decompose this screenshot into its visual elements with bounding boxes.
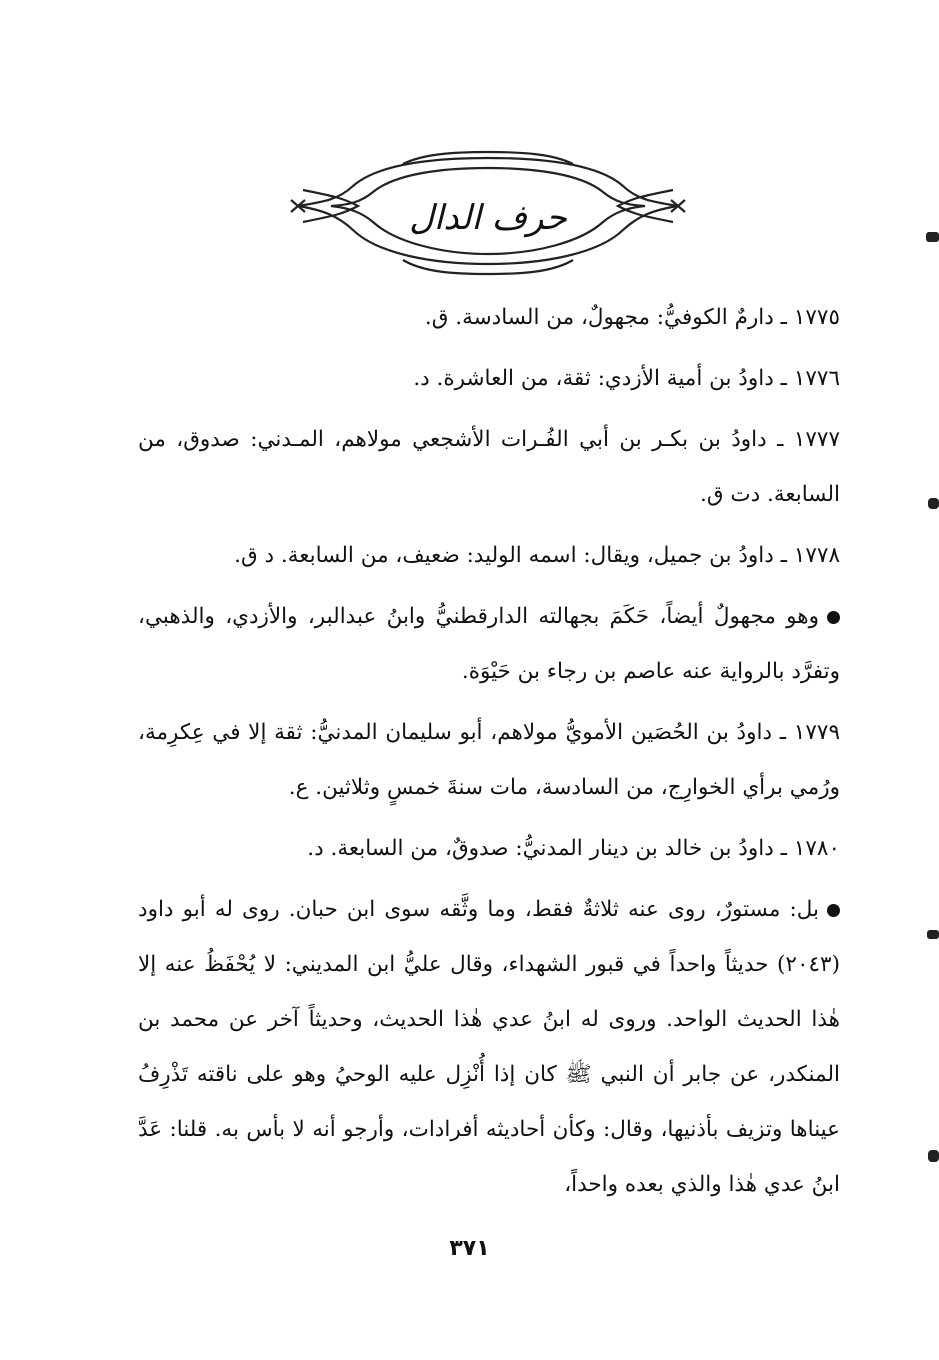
- edge-mark-icon: [928, 498, 939, 509]
- chapter-header-ornament: [283, 150, 693, 280]
- edge-mark-icon: [927, 930, 939, 939]
- page-number: ٣٧١: [449, 1236, 490, 1261]
- entry-1778: ١٧٧٨ ـ داودُ بن جميل، ويقال: اسمه الوليد: ضعيف، من السابعة. د ق.: [234, 543, 840, 568]
- entry-1779: ١٧٧٩ ـ داودُ بن الحُصَين الأمويُّ مولاهم، أبو سليمان المدنيُّ: ثقة إلا في عِكرِمة، ورُمي برأي الخوارِج، من السادسة، مات سنةَ خمسٍ وثلاثين. ع.: [138, 720, 840, 800]
- chapter-title: حرف الدال: [409, 198, 567, 238]
- bullet-dot-icon: [827, 904, 840, 917]
- edge-mark-icon: [928, 1150, 939, 1162]
- edge-mark-icon: [926, 232, 939, 242]
- note-1780: [138, 882, 840, 1212]
- note-text: وهو مجهولٌ أيضاً، حَكَمَ بجهالته الدارقطنيُّ وابنُ عبدالبر، والأزدي، والذهبي، وتفرَّد بالرواية عنه عاصم بن رجاء بن حَيْوَة.: [138, 604, 840, 684]
- entry-1776: ١٧٧٦ ـ داودُ بن أمية الأزدي: ثقة، من العاشرة. د.: [413, 366, 840, 391]
- bullet-dot-icon: [827, 611, 840, 624]
- note-text: بل: مستورٌ، روى عنه ثلاثةٌ فقط، وما وثَّقه سوى ابن حبان. روى له أبو داود (٢٠٤٣) حديثاً واحداً في قبور الشهداء، وقال عليُّ ابن المديني: لا يُحْفَظُ عنه إلا هٰذا الحديث الواحد. وروى له ابنُ عدي هٰذا الحديث، وحديثاً آخر عن محمد بن المنكدر، عن جابر أن النبي ﷺ كان إذا أُنْزِل عليه الوحيُ وهو على ناقته تَذْرِفُ عيناها وتزيف بأذنيها، وقال: وكأن أحاديثه أفرادات، وأرجو أنه لا بأس به. قلنا: عَدَّ ابنُ عدي هٰذا والذي بعده واحداً،: [138, 897, 840, 1197]
- note-1778: [138, 589, 840, 699]
- entry-1775: ١٧٧٥ ـ دارمٌ الكوفيُّ: مجهولٌ، من السادسة. ق.: [424, 305, 840, 330]
- entries-column: [138, 290, 840, 1218]
- entry-1780: ١٧٨٠ ـ داودُ بن خالد بن دينار المدنيُّ: صدوقٌ، من السابعة. د.: [307, 836, 840, 861]
- entry-1777: ١٧٧٧ ـ داودُ بن بكـر بن أبي الفُـرات الأشجعي مولاهم، المـدني: صدوق، من السابعة. دت ق.: [138, 427, 840, 507]
